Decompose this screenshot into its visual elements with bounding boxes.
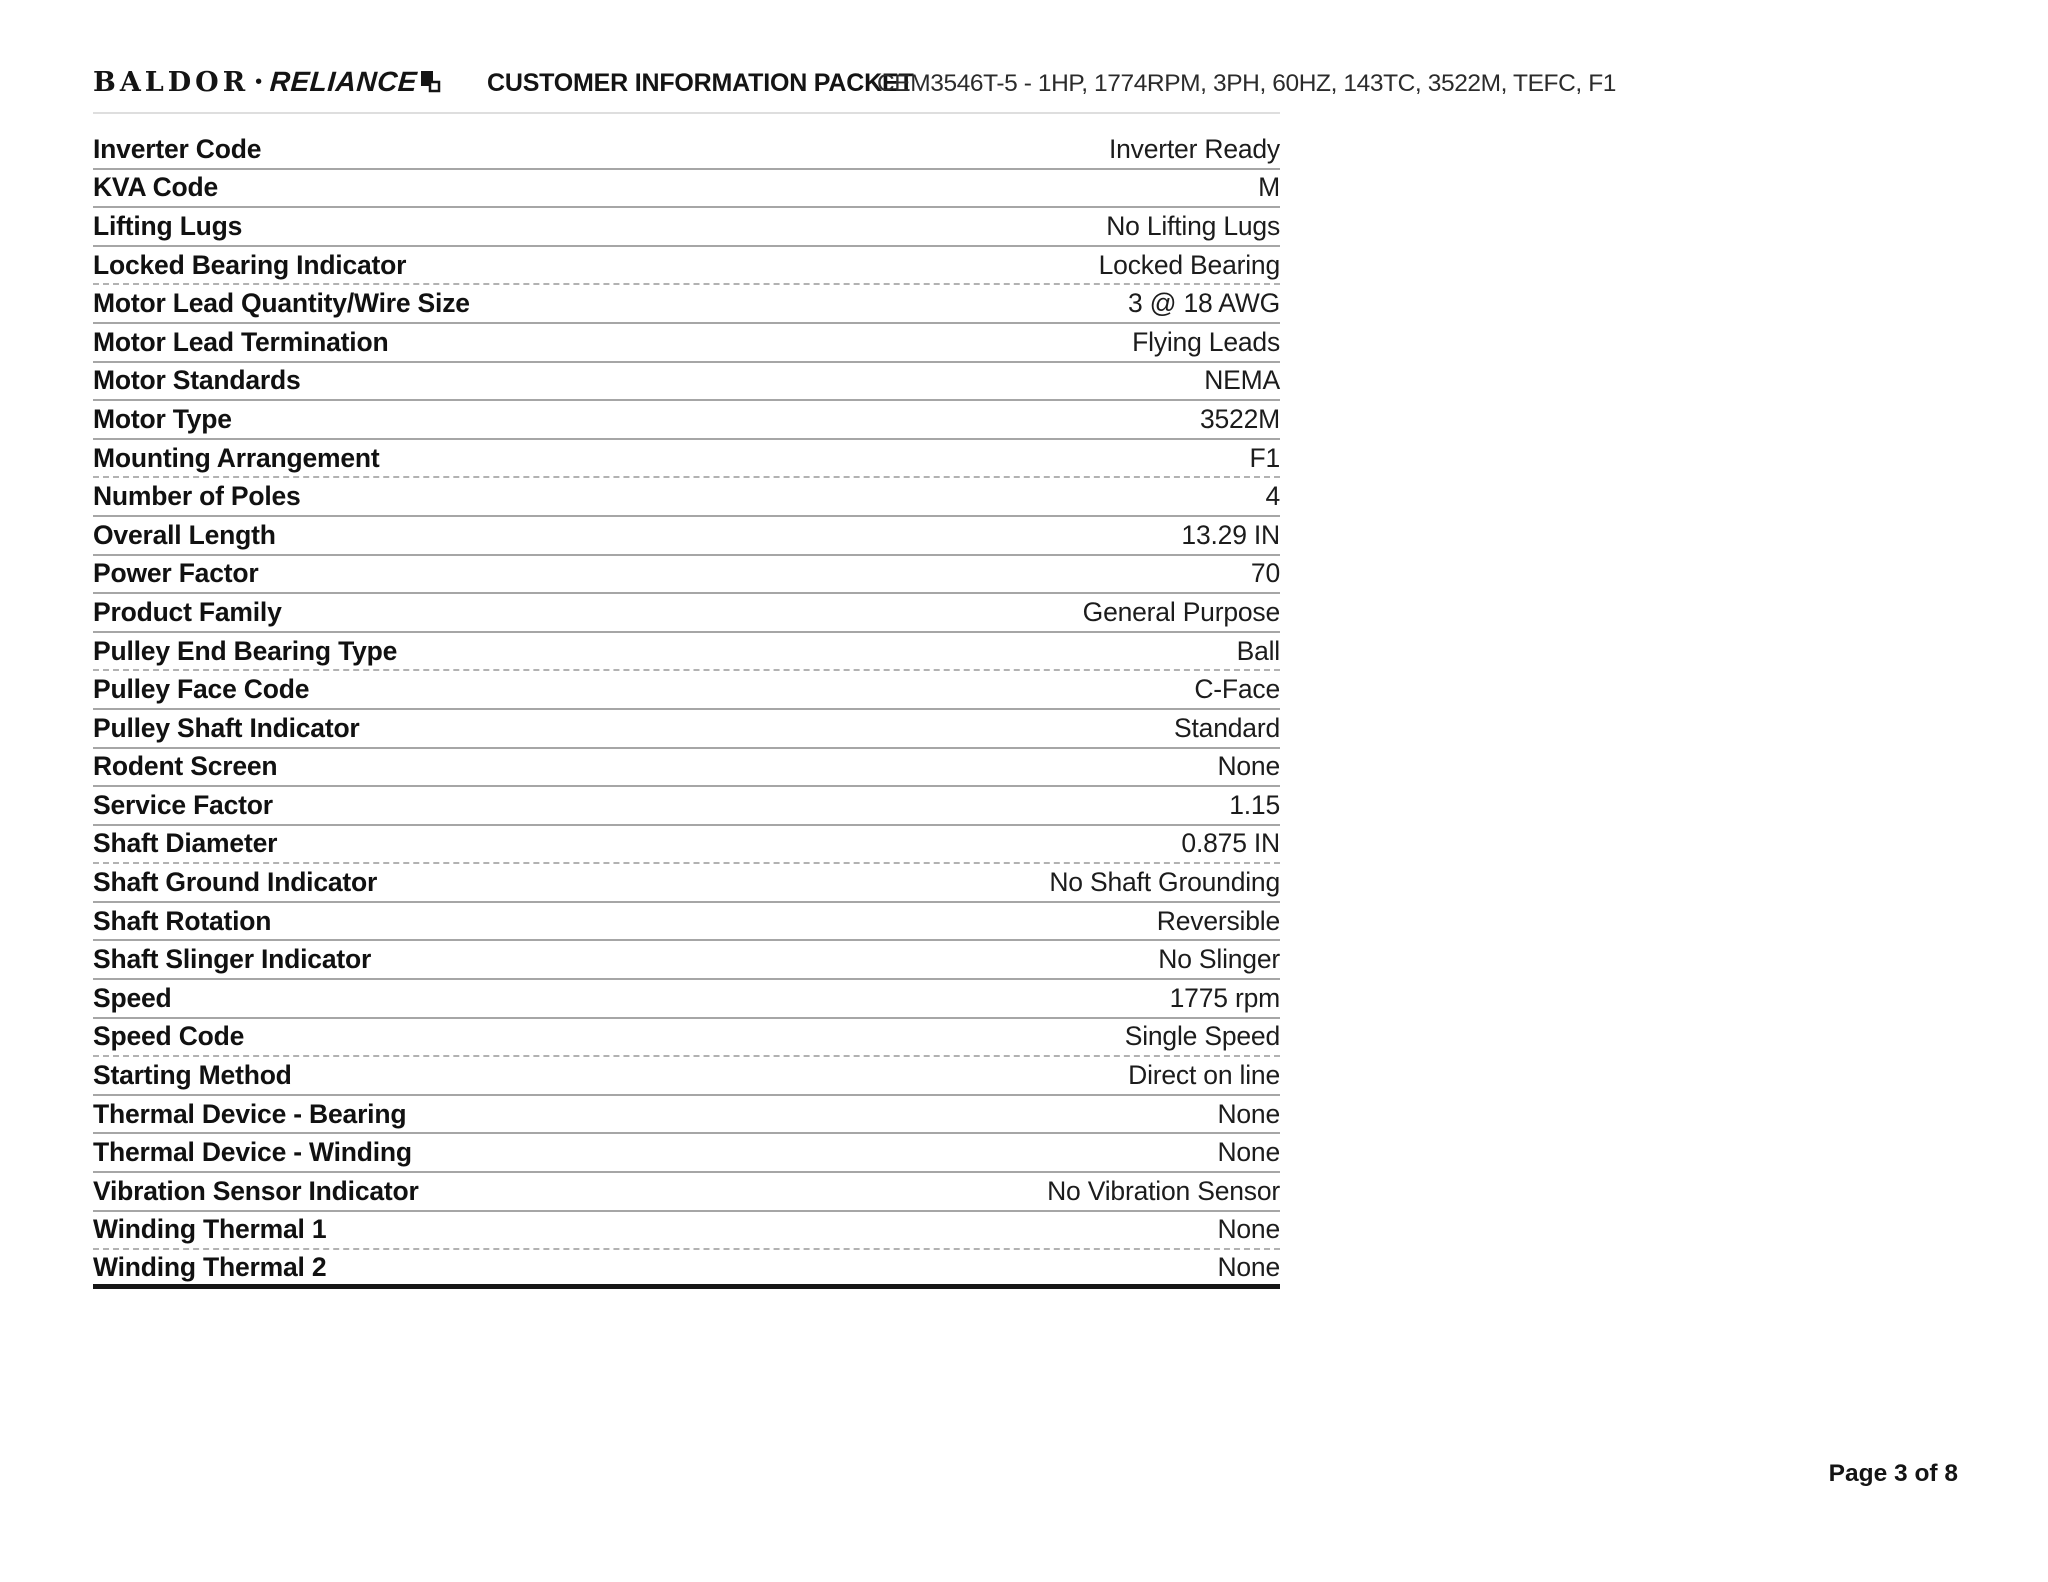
spec-label: Shaft Rotation <box>93 905 272 936</box>
spec-label: Motor Type <box>93 403 232 434</box>
baldor-reliance-logo <box>93 66 441 98</box>
spec-value: C-Face <box>1194 674 1280 705</box>
spec-label: Thermal Device - Bearing <box>93 1098 407 1129</box>
spec-value: 13.29 IN <box>1181 519 1280 550</box>
spec-value: None <box>1217 1214 1280 1245</box>
spec-value: None <box>1217 1137 1280 1168</box>
spec-value: 0.875 IN <box>1181 828 1280 859</box>
table-row <box>93 285 1280 324</box>
spec-value: Ball <box>1236 635 1280 666</box>
table-row <box>93 594 1280 633</box>
table-row <box>93 170 1280 209</box>
spec-value: No Slinger <box>1158 944 1280 975</box>
table-row <box>93 826 1280 865</box>
table-row <box>93 363 1280 402</box>
table-row <box>93 401 1280 440</box>
spec-label: Starting Method <box>93 1060 292 1091</box>
spec-value: 3522M <box>1199 403 1280 434</box>
page-footer <box>1829 1460 1958 1488</box>
table-row <box>93 864 1280 903</box>
table-row <box>93 1019 1280 1058</box>
spec-value: Flying Leads <box>1132 326 1280 357</box>
logo-dot-separator: • <box>255 70 263 93</box>
table-row <box>93 941 1280 980</box>
spec-label: Overall Length <box>93 519 276 550</box>
table-row <box>93 1250 1280 1289</box>
table-row <box>93 671 1280 710</box>
spec-value: Locked Bearing <box>1098 249 1280 280</box>
spec-label: Lifting Lugs <box>93 210 243 241</box>
spec-value: NEMA <box>1204 365 1280 396</box>
spec-label: Service Factor <box>93 789 273 820</box>
page-indicator: Page 3 of 8 <box>1828 1460 1958 1487</box>
spec-label: Motor Lead Quantity/Wire Size <box>93 288 470 319</box>
table-row <box>93 131 1280 170</box>
spec-label: Thermal Device - Winding <box>93 1137 412 1168</box>
spec-label: Power Factor <box>93 558 259 589</box>
spec-label: Motor Standards <box>93 365 301 396</box>
spec-value: 3 @ 18 AWG <box>1127 288 1280 319</box>
spec-value: 1775 rpm <box>1169 982 1280 1013</box>
page-header <box>93 66 1958 102</box>
spec-label: Product Family <box>93 596 282 627</box>
table-row <box>93 980 1280 1019</box>
spec-value: None <box>1217 1098 1280 1129</box>
spec-label: Shaft Diameter <box>93 828 278 859</box>
spec-label: Winding Thermal 2 <box>93 1251 327 1282</box>
table-row <box>93 1212 1280 1251</box>
table-row <box>93 633 1280 672</box>
reliance-trademark-icon <box>421 71 441 98</box>
spec-label: Vibration Sensor Indicator <box>93 1175 419 1206</box>
spec-value: Reversible <box>1156 905 1280 936</box>
spec-value: 1.15 <box>1229 789 1280 820</box>
spec-value: 70 <box>1250 558 1280 589</box>
spec-label: Winding Thermal 1 <box>93 1214 327 1245</box>
table-row <box>93 556 1280 595</box>
spec-label: Shaft Ground Indicator <box>93 867 378 898</box>
spec-value: Inverter Ready <box>1108 133 1280 164</box>
spec-value: F1 <box>1249 442 1280 473</box>
spec-value: Single Speed <box>1124 1021 1280 1052</box>
spec-value: No Lifting Lugs <box>1106 210 1280 241</box>
table-row <box>93 517 1280 556</box>
spec-label: Number of Poles <box>93 481 301 512</box>
table-row <box>93 440 1280 479</box>
spec-value: General Purpose <box>1082 596 1280 627</box>
table-row <box>93 208 1280 247</box>
spec-label: KVA Code <box>93 172 219 203</box>
table-row <box>93 247 1280 286</box>
table-row <box>93 324 1280 363</box>
spec-value: M <box>1258 172 1280 203</box>
spec-label: Rodent Screen <box>93 751 278 782</box>
table-row <box>93 903 1280 942</box>
spec-value: No Shaft Grounding <box>1049 867 1280 898</box>
spec-value: None <box>1217 1251 1280 1282</box>
spec-value: Direct on line <box>1128 1060 1280 1091</box>
table-row <box>93 1057 1280 1096</box>
spec-label: Locked Bearing Indicator <box>93 249 407 280</box>
table-row <box>93 1134 1280 1173</box>
logo-baldor-text: BALDOR <box>93 66 250 98</box>
table-row <box>93 478 1280 517</box>
spec-label: Pulley Shaft Indicator <box>93 712 360 743</box>
spec-label: Pulley Face Code <box>93 674 310 705</box>
logo-reliance-text: RELIANCE <box>269 66 419 97</box>
document-title: CUSTOMER INFORMATION PACKET <box>487 69 914 97</box>
spec-value: Standard <box>1174 712 1280 743</box>
table-row <box>93 1173 1280 1212</box>
spec-value: No Vibration Sensor <box>1047 1175 1280 1206</box>
table-row <box>93 1096 1280 1135</box>
spec-label: Speed Code <box>93 1021 245 1052</box>
spec-table <box>93 112 1280 1289</box>
table-row <box>93 787 1280 826</box>
spec-label: Speed <box>93 982 172 1013</box>
spec-value: 4 <box>1265 481 1280 512</box>
spec-label: Inverter Code <box>93 133 262 164</box>
table-row <box>93 710 1280 749</box>
spec-label: Mounting Arrangement <box>93 442 380 473</box>
spec-value: None <box>1217 751 1280 782</box>
spec-label: Motor Lead Termination <box>93 326 389 357</box>
product-spec-line: CEM3546T-5 - 1HP, 1774RPM, 3PH, 60HZ, 143TC, 3522M, TEFC, F1 <box>877 70 1616 97</box>
spec-label: Shaft Slinger Indicator <box>93 944 372 975</box>
table-row <box>93 749 1280 788</box>
spec-label: Pulley End Bearing Type <box>93 635 398 666</box>
